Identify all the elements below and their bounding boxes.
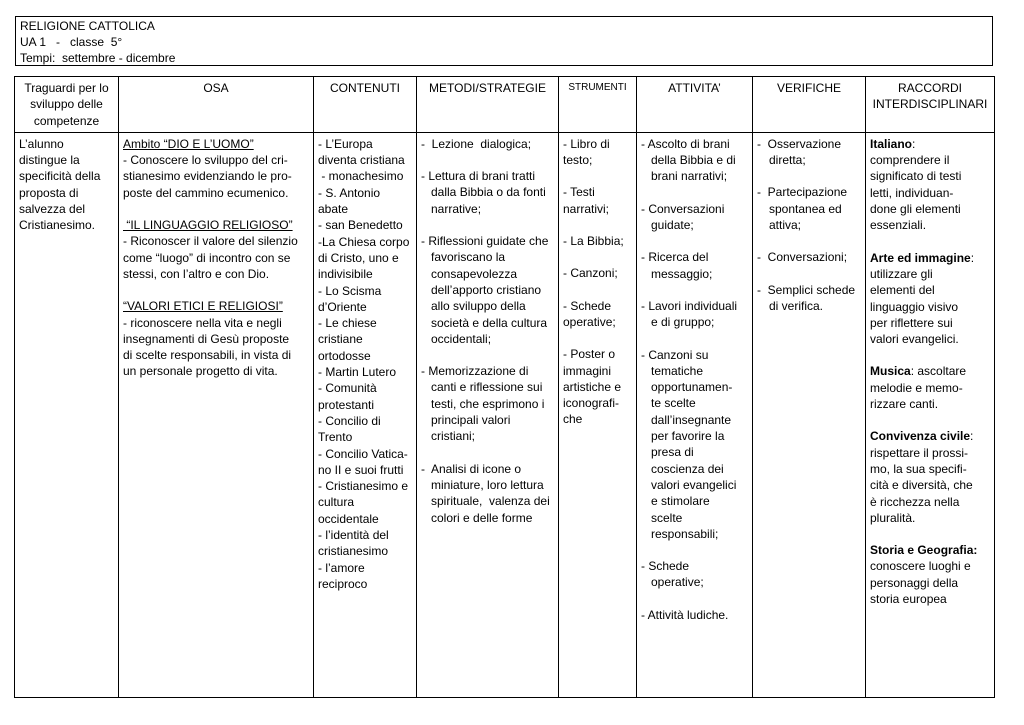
attivita-item: - Canzoni su [641,347,709,362]
strumenti-item: testo; [563,153,593,168]
unit-class: UA 1 - classe 5° [20,35,123,49]
metodi-item: dell’apporto cristiano [431,282,542,297]
attivita-item: opportunamen- [651,380,733,395]
osa-line: - Conoscere lo sviluppo del cri- [123,153,288,168]
raccordo-convivenza: Convivenza civile: [870,429,974,444]
contenuti-line: - Concilio Vatica- [318,446,408,461]
metodi-item: cristiani; [431,429,476,444]
contenuti-line: indivisibile [318,267,373,282]
contenuti-line: cultura [318,495,355,510]
metodi-item: spirituale, valenza dei [431,494,550,509]
attivita-item: della Bibbia e di [651,153,736,168]
col-header-contenuti: CONTENUTI [314,77,417,133]
raccordo-line: done gli elementi [870,202,961,217]
contenuti-line: - monachesimo [318,169,404,184]
metodi-item: miniature, loro lettura [431,477,544,492]
attivita-item: - Attività ludiche. [641,607,729,622]
contenuti-line: reciproco [318,576,368,591]
strumenti-item: immagini [563,363,612,378]
strumenti-item: - Canzoni; [563,266,618,281]
metodi-item: principali valori [431,413,511,428]
contenuti-line: - Concilio di [318,413,381,428]
strumenti-item: - Libro di [563,136,610,151]
metodi-item: - Lezione dialogica; [421,136,532,151]
contenuti-line: - Cristianesimo e [318,479,409,494]
attivita-item: per favorire la [651,429,725,444]
contenuti-line: ortodosse [318,348,371,363]
verifiche-item: spontanea ed [769,201,842,216]
metodi-item: dalla Bibbia o da fonti [431,185,546,200]
contenuti-line: - l’identità del [318,528,389,543]
attivita-item: responsabili; [651,526,719,541]
contenuti-line: protestanti [318,397,375,412]
cell-metodi [417,132,559,697]
raccordo-musica: Musica: ascoltare [870,364,967,379]
verifiche-item: diretta; [769,153,806,168]
attivita-item: e stimolare [651,494,710,509]
traguardi-line: specificità della [19,169,101,184]
col-header-osa: OSA [119,77,314,133]
strumenti-item: operative; [563,314,616,329]
metodi-item: occidentali; [431,331,492,346]
col-header-verifiche: VERIFICHE [753,77,866,133]
metodi-item: - Riflessioni guidate che [421,234,549,249]
verifiche-item: - Osservazione [757,136,842,151]
raccordo-line: valori evangelici. [870,332,959,347]
attivita-item: brani narrativi; [651,169,728,184]
metodi-item: testi, che esprimono i [431,396,545,411]
col-header-metodi: METODI/STRATEGIE [417,77,559,133]
curriculum-table [14,76,995,698]
cell-strumenti [559,132,637,697]
metodi-item: colori e delle forme [431,510,533,525]
metodi-item: - Analisi di icone o [421,461,522,476]
contenuti-line: - Martin Lutero [318,365,397,380]
osa-line: di scelte responsabili, in vista di [123,348,292,363]
strumenti-item: - Poster o [563,347,616,362]
raccordo-storia: Storia e Geografia: [870,543,978,558]
contenuti-line: - l’amore [318,560,365,575]
osa-line: stianesimo evidenziando le pro- [123,169,292,184]
osa-line: - Riconoscer il valore del silenzio [123,234,298,249]
cell-raccordi [866,132,995,697]
document-header [15,16,993,66]
attivita-item: messaggio; [651,266,713,281]
contenuti-line: -La Chiesa corpo [318,234,410,249]
attivita-item: - Ascolto di brani [641,136,730,151]
col-header-traguardi: Traguardi per lo sviluppo delle competenze [15,77,119,133]
attivita-item: operative; [651,575,704,590]
verifiche-item: - Conversazioni; [757,250,848,265]
subject-title: RELIGIONE CATTOLICA [20,19,155,33]
osa-line: stessi, con l’altro e con Dio. [123,266,270,281]
attivita-item: - Ricerca del [641,250,709,265]
verifiche-item: - Partecipazione [757,185,848,200]
attivita-item: dall’insegnante [651,412,732,427]
raccordo-line: letti, individuan- [870,185,954,200]
raccordo-line: rizzare canti. [870,397,939,412]
metodi-item: allo sviluppo della [431,299,526,314]
osa-heading: “VALORI ETICI E RELIGIOSI” [123,299,283,314]
traguardi-line: salvezza del [19,202,86,217]
cell-contenuti [314,132,417,697]
contenuti-line: - Comunità [318,381,377,396]
verifiche-item: attiva; [769,218,802,233]
raccordo-line: personaggi della [870,575,959,590]
raccordo-line: rispettare il prossi- [870,445,969,460]
strumenti-item: che [563,412,583,427]
attivita-item: tematiche [651,363,704,378]
raccordo-line: essenziali. [870,218,927,233]
table-header-row [15,77,995,133]
strumenti-item: iconografi- [563,396,620,411]
verifiche-item: - Semplici schede [757,282,856,297]
contenuti-line: diventa cristiana [318,153,405,168]
osa-heading: Ambito “DIO E L’UOMO” [123,136,254,151]
table-body-row [15,132,995,697]
metodi-item: società e della cultura [431,315,548,330]
strumenti-item: narrativi; [563,201,610,216]
traguardi-line: L’alunno [19,136,64,151]
time-period: Tempi: settembre - dicembre [20,51,176,65]
raccordo-line: comprendere il [870,153,950,168]
verifiche-item: di verifica. [769,298,824,313]
raccordo-line: linguaggio visivo [870,299,959,314]
contenuti-line: no II e suoi frutti [318,462,404,477]
metodi-item: narrative; [431,201,482,216]
raccordo-line: storia europea [870,592,947,607]
contenuti-line: cristianesimo [318,544,389,559]
raccordo-line: significato di testi [870,169,962,184]
raccordo-line: pluralità. [870,510,916,525]
metodi-item: consapevolezza [431,266,518,281]
contenuti-line: d’Oriente [318,299,367,314]
raccordo-line: è ricchezza nella [870,494,960,509]
metodi-item: - Memorizzazione di [421,364,529,379]
traguardi-line: proposta di [19,185,79,200]
raccordo-italiano: Italiano: [870,136,916,151]
traguardi-line: Cristianesimo. [19,218,96,233]
cell-traguardi [15,132,119,697]
osa-line: - riconoscere nella vita e negli [123,315,282,330]
raccordo-arte: Arte ed immagine: [870,250,975,265]
raccordo-line: per riflettere sui [870,315,953,330]
contenuti-line: abate [318,202,349,217]
col-header-raccordi: RACCORDI INTERDISCIPLINARI [866,77,995,133]
attivita-item: te scelte [651,396,696,411]
contenuti-line: - Lo Scisma [318,283,382,298]
contenuti-line: - san Benedetto [318,218,403,233]
col-header-attivita: ATTIVITA’ [637,77,753,133]
raccordo-line: cità e diversità, che [870,478,973,493]
attivita-item: e di gruppo; [651,315,715,330]
raccordo-line: conoscere luoghi e [870,559,971,574]
raccordo-line: mo, la sua specifi- [870,461,967,476]
strumenti-item: - Testi [563,185,595,200]
cell-verifiche [753,132,866,697]
attivita-item: scelte [651,510,683,525]
contenuti-line: Trento [318,430,353,445]
traguardi-line: distingue la [19,153,80,168]
osa-line: come “luogo” di incontro con se [123,250,291,265]
metodi-item: favoriscano la [431,250,506,265]
osa-heading: “IL LINGUAGGIO RELIGIOSO” [123,218,293,233]
contenuti-line: occidentale [318,511,379,526]
attivita-item: guidate; [651,218,694,233]
osa-line: insegnamenti di Gesù proposte [123,331,290,346]
raccordo-line: utilizzare gli [870,266,933,281]
strumenti-item: artistiche e [563,379,622,394]
attivita-item: - Lavori individuali [641,298,738,313]
attivita-item: valori evangelici [651,477,737,492]
cell-attivita [637,132,753,697]
contenuti-line: - S. Antonio [318,185,381,200]
raccordo-line: elementi del [870,283,935,298]
osa-line: poste del cammino ecumenico. [123,185,289,200]
contenuti-line: di Cristo, uno e [318,250,399,265]
contenuti-line: cristiane [318,332,363,347]
col-header-strumenti: STRUMENTI [559,77,637,133]
metodi-item: canti e riflessione sui [431,380,543,395]
strumenti-item: - Schede [563,298,612,313]
cell-osa [119,132,314,697]
attivita-item: - Schede [641,559,690,574]
attivita-item: - Conversazioni [641,201,725,216]
attivita-item: coscienza dei [651,461,724,476]
strumenti-item: - La Bibbia; [563,234,624,249]
raccordo-line: melodie e memo- [870,380,963,395]
contenuti-line: - Le chiese [318,316,377,331]
metodi-item: - Lettura di brani tratti [421,169,536,184]
attivita-item: presa di [651,445,694,460]
osa-line: un personale progetto di vita. [123,364,278,379]
contenuti-line: - L’Europa [318,136,373,151]
